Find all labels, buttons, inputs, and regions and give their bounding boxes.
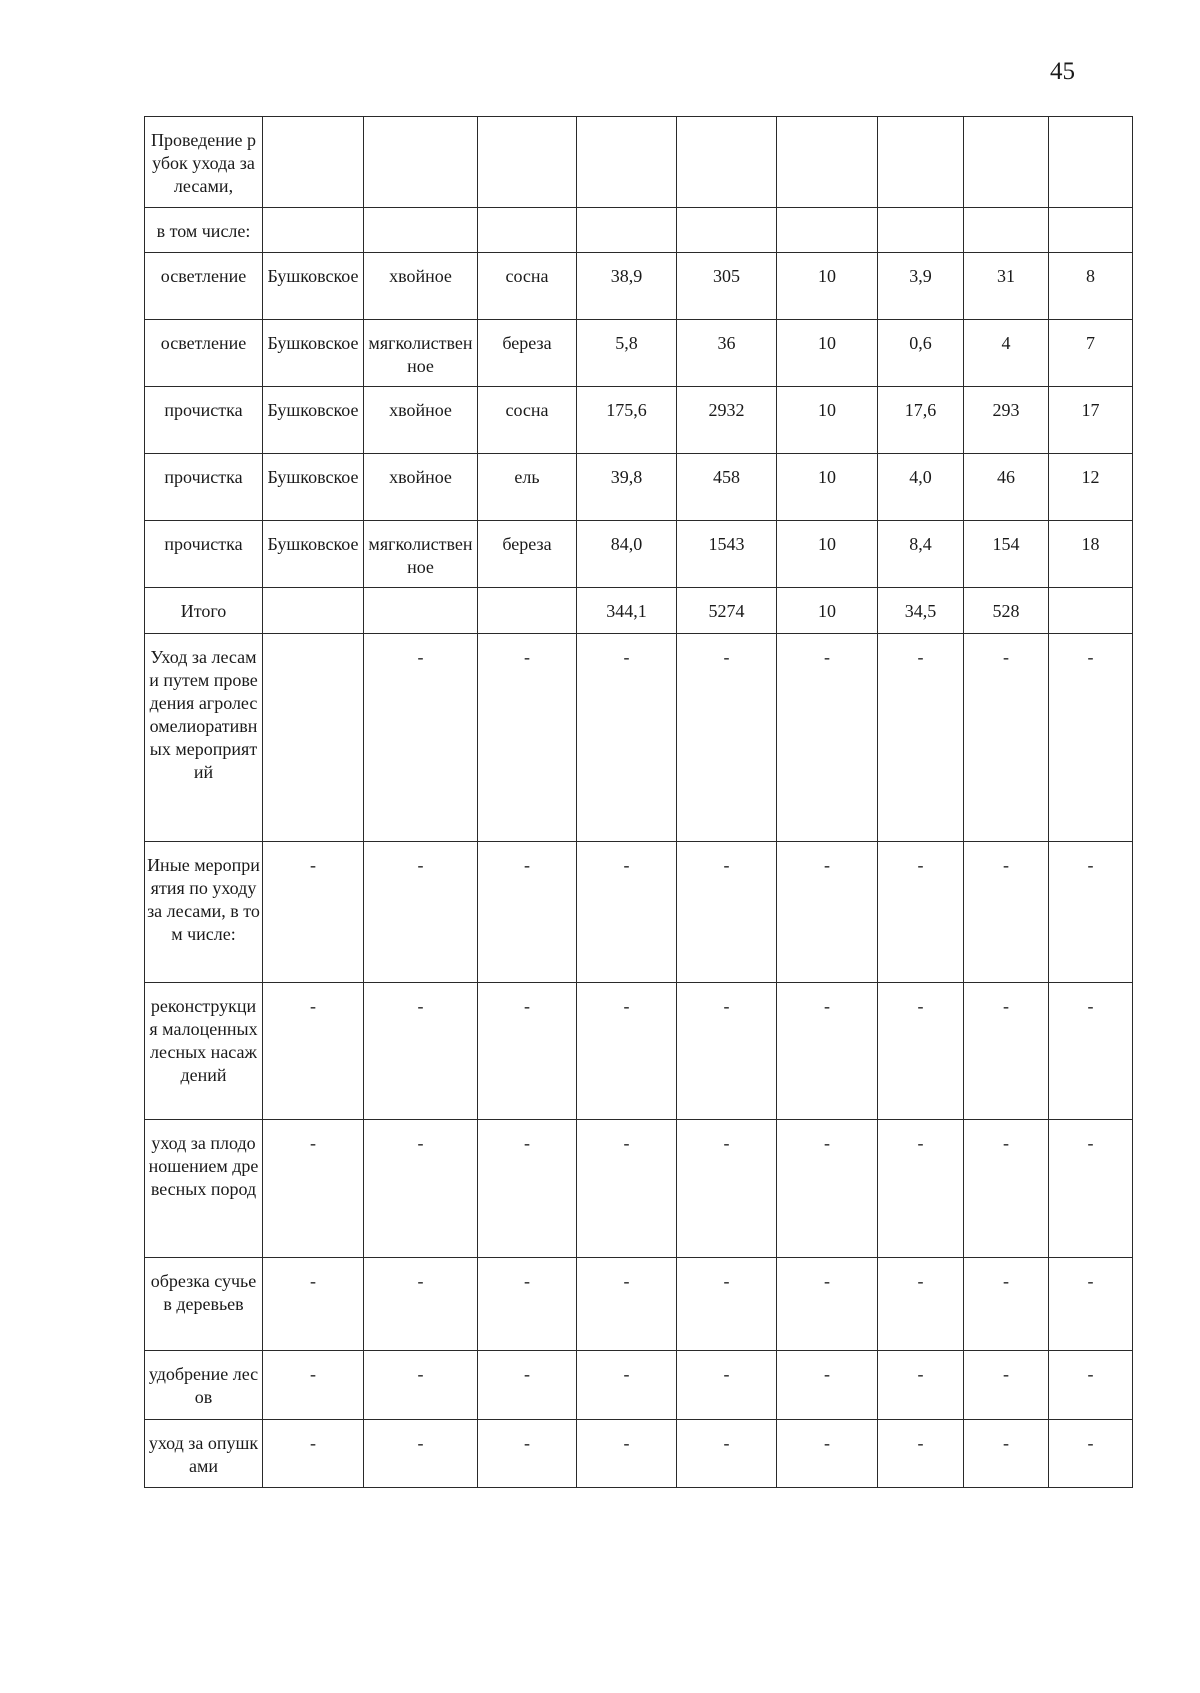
table-cell: - bbox=[677, 1351, 777, 1420]
table-row bbox=[145, 117, 1133, 208]
table-cell: - bbox=[878, 634, 964, 842]
table-row bbox=[145, 521, 1133, 588]
table-cell: хвойное bbox=[364, 253, 478, 320]
table-row bbox=[145, 983, 1133, 1120]
table-cell: 305 bbox=[677, 253, 777, 320]
forest-care-table bbox=[144, 116, 1133, 1488]
table-cell: - bbox=[263, 1120, 364, 1258]
row-label-cell: реконструкция малоценных лесных насаждений bbox=[145, 983, 263, 1120]
table-cell: Бушковское bbox=[263, 387, 364, 454]
table-cell: - bbox=[878, 1120, 964, 1258]
row-label-cell: Проведение рубок ухода за лесами, bbox=[145, 117, 263, 208]
table-cell bbox=[478, 117, 577, 208]
table-cell: 7 bbox=[1049, 320, 1133, 387]
table-cell: 293 bbox=[964, 387, 1049, 454]
table-cell: - bbox=[878, 842, 964, 983]
table-cell: - bbox=[478, 842, 577, 983]
table-cell: - bbox=[364, 1351, 478, 1420]
table-cell: мягколиственное bbox=[364, 521, 478, 588]
table-cell bbox=[777, 117, 878, 208]
table-cell bbox=[478, 208, 577, 253]
table-cell bbox=[263, 634, 364, 842]
table-cell: 10 bbox=[777, 454, 878, 521]
table-cell: - bbox=[777, 1351, 878, 1420]
table-cell: 18 bbox=[1049, 521, 1133, 588]
table-cell: - bbox=[364, 983, 478, 1120]
row-label-cell: Иные мероприятия по уходу за лесами, в том числе: bbox=[145, 842, 263, 983]
table-cell: - bbox=[577, 1420, 677, 1488]
table-cell bbox=[577, 208, 677, 253]
table-cell: Бушковское bbox=[263, 454, 364, 521]
table-cell: - bbox=[364, 1120, 478, 1258]
table-cell: - bbox=[677, 1420, 777, 1488]
table-cell bbox=[1049, 208, 1133, 253]
page-number: 45 bbox=[1050, 58, 1075, 85]
table-cell: - bbox=[1049, 1258, 1133, 1351]
table-row bbox=[145, 387, 1133, 454]
table-cell: - bbox=[478, 1420, 577, 1488]
table-cell: - bbox=[677, 1120, 777, 1258]
table-cell bbox=[1049, 117, 1133, 208]
row-label-cell: Уход за лесами путем проведения агролесомелиоративных мероприятий bbox=[145, 634, 263, 842]
table-cell: - bbox=[964, 634, 1049, 842]
table-row bbox=[145, 588, 1133, 634]
table-cell: - bbox=[577, 842, 677, 983]
table-cell bbox=[964, 117, 1049, 208]
table-row bbox=[145, 634, 1133, 842]
table-cell: 1543 bbox=[677, 521, 777, 588]
table-cell: - bbox=[777, 634, 878, 842]
table-cell: - bbox=[777, 842, 878, 983]
row-label-cell: осветление bbox=[145, 320, 263, 387]
table-row bbox=[145, 1258, 1133, 1351]
table-cell: 46 bbox=[964, 454, 1049, 521]
table-cell bbox=[677, 208, 777, 253]
table-cell: 3,9 bbox=[878, 253, 964, 320]
table-cell: - bbox=[777, 1420, 878, 1488]
table-cell bbox=[677, 117, 777, 208]
table-cell: - bbox=[878, 1258, 964, 1351]
table-cell: 84,0 bbox=[577, 521, 677, 588]
table-cell: - bbox=[364, 1258, 478, 1351]
table-cell: - bbox=[1049, 1120, 1133, 1258]
table-cell: береза bbox=[478, 521, 577, 588]
table-cell: - bbox=[878, 1420, 964, 1488]
table-cell: 344,1 bbox=[577, 588, 677, 634]
row-label-cell: в том числе: bbox=[145, 208, 263, 253]
table-cell: - bbox=[577, 1120, 677, 1258]
table-cell: - bbox=[777, 1258, 878, 1351]
table-cell: - bbox=[677, 842, 777, 983]
table-cell: 2932 bbox=[677, 387, 777, 454]
row-label-cell: уход за опушками bbox=[145, 1420, 263, 1488]
table-cell bbox=[364, 117, 478, 208]
table-cell bbox=[478, 588, 577, 634]
table-cell: - bbox=[263, 1420, 364, 1488]
table-cell: 34,5 bbox=[878, 588, 964, 634]
table-cell: 0,6 bbox=[878, 320, 964, 387]
table-cell: 10 bbox=[777, 521, 878, 588]
table-cell: - bbox=[1049, 983, 1133, 1120]
table-cell: 458 bbox=[677, 454, 777, 521]
table-cell bbox=[263, 208, 364, 253]
table-cell: 38,9 bbox=[577, 253, 677, 320]
row-label-cell: прочистка bbox=[145, 387, 263, 454]
table-cell: 528 bbox=[964, 588, 1049, 634]
row-label-cell: Итого bbox=[145, 588, 263, 634]
table-cell: - bbox=[577, 1258, 677, 1351]
table-cell: 10 bbox=[777, 253, 878, 320]
table-cell: 10 bbox=[777, 387, 878, 454]
table-cell: Бушковское bbox=[263, 253, 364, 320]
row-label-cell: обрезка сучьев деревьев bbox=[145, 1258, 263, 1351]
table-cell: 5,8 bbox=[577, 320, 677, 387]
table-body bbox=[145, 117, 1133, 1488]
table-cell: - bbox=[577, 634, 677, 842]
table-cell: 10 bbox=[777, 320, 878, 387]
table-row bbox=[145, 842, 1133, 983]
table-cell: - bbox=[263, 842, 364, 983]
table-cell: - bbox=[577, 1351, 677, 1420]
table-cell: 12 bbox=[1049, 454, 1133, 521]
table-cell: сосна bbox=[478, 387, 577, 454]
table-cell: - bbox=[878, 1351, 964, 1420]
table-cell: - bbox=[478, 1120, 577, 1258]
row-label-cell: удобрение лесов bbox=[145, 1351, 263, 1420]
table-cell bbox=[577, 117, 677, 208]
table-cell: - bbox=[878, 983, 964, 1120]
table-cell: - bbox=[964, 1420, 1049, 1488]
table-cell bbox=[777, 208, 878, 253]
table-cell: - bbox=[964, 842, 1049, 983]
table-cell: 8,4 bbox=[878, 521, 964, 588]
row-label-cell: уход за плодоношением древесных пород bbox=[145, 1120, 263, 1258]
table-cell: - bbox=[964, 1258, 1049, 1351]
table-cell bbox=[964, 208, 1049, 253]
table-cell bbox=[1049, 588, 1133, 634]
row-label-cell: прочистка bbox=[145, 521, 263, 588]
table-cell: - bbox=[677, 983, 777, 1120]
table-cell: - bbox=[677, 1258, 777, 1351]
table-cell: - bbox=[1049, 634, 1133, 842]
table-row bbox=[145, 1120, 1133, 1258]
table-cell: - bbox=[263, 983, 364, 1120]
table-cell: ель bbox=[478, 454, 577, 521]
table-cell: 36 bbox=[677, 320, 777, 387]
table-cell: - bbox=[964, 1120, 1049, 1258]
table-cell: 39,8 bbox=[577, 454, 677, 521]
table-cell bbox=[878, 117, 964, 208]
table-row bbox=[145, 253, 1133, 320]
table-cell: - bbox=[677, 634, 777, 842]
table-cell bbox=[878, 208, 964, 253]
table-cell: 8 bbox=[1049, 253, 1133, 320]
table-cell: Бушковское bbox=[263, 521, 364, 588]
row-label-cell: осветление bbox=[145, 253, 263, 320]
table-row bbox=[145, 454, 1133, 521]
row-label-cell: прочистка bbox=[145, 454, 263, 521]
table-cell bbox=[364, 588, 478, 634]
table-cell: - bbox=[478, 1351, 577, 1420]
table-cell: 17,6 bbox=[878, 387, 964, 454]
table-cell: - bbox=[1049, 1351, 1133, 1420]
table-cell: - bbox=[478, 1258, 577, 1351]
table-row bbox=[145, 1420, 1133, 1488]
table-cell: 31 bbox=[964, 253, 1049, 320]
table-row bbox=[145, 208, 1133, 253]
table-cell: 17 bbox=[1049, 387, 1133, 454]
table-cell bbox=[263, 588, 364, 634]
table-cell: - bbox=[364, 842, 478, 983]
table-cell: хвойное bbox=[364, 387, 478, 454]
table-cell: хвойное bbox=[364, 454, 478, 521]
table-row bbox=[145, 1351, 1133, 1420]
table-row bbox=[145, 320, 1133, 387]
table-cell: - bbox=[263, 1258, 364, 1351]
table-cell: - bbox=[364, 1420, 478, 1488]
table-cell: 10 bbox=[777, 588, 878, 634]
table-cell: - bbox=[364, 634, 478, 842]
table-cell: 4 bbox=[964, 320, 1049, 387]
table-cell: - bbox=[1049, 1420, 1133, 1488]
table-cell: 154 bbox=[964, 521, 1049, 588]
table-cell: сосна bbox=[478, 253, 577, 320]
table-cell bbox=[263, 117, 364, 208]
table-cell: - bbox=[777, 983, 878, 1120]
table-cell: - bbox=[964, 983, 1049, 1120]
table-cell: 5274 bbox=[677, 588, 777, 634]
table-cell: - bbox=[478, 634, 577, 842]
table-cell: - bbox=[1049, 842, 1133, 983]
table-cell: мягколиственное bbox=[364, 320, 478, 387]
table-cell: береза bbox=[478, 320, 577, 387]
table-cell: Бушковское bbox=[263, 320, 364, 387]
table-cell: 175,6 bbox=[577, 387, 677, 454]
table-cell: - bbox=[577, 983, 677, 1120]
table-cell bbox=[364, 208, 478, 253]
table-cell: - bbox=[263, 1351, 364, 1420]
table-cell: - bbox=[777, 1120, 878, 1258]
table-cell: - bbox=[478, 983, 577, 1120]
table-cell: 4,0 bbox=[878, 454, 964, 521]
table-cell: - bbox=[964, 1351, 1049, 1420]
